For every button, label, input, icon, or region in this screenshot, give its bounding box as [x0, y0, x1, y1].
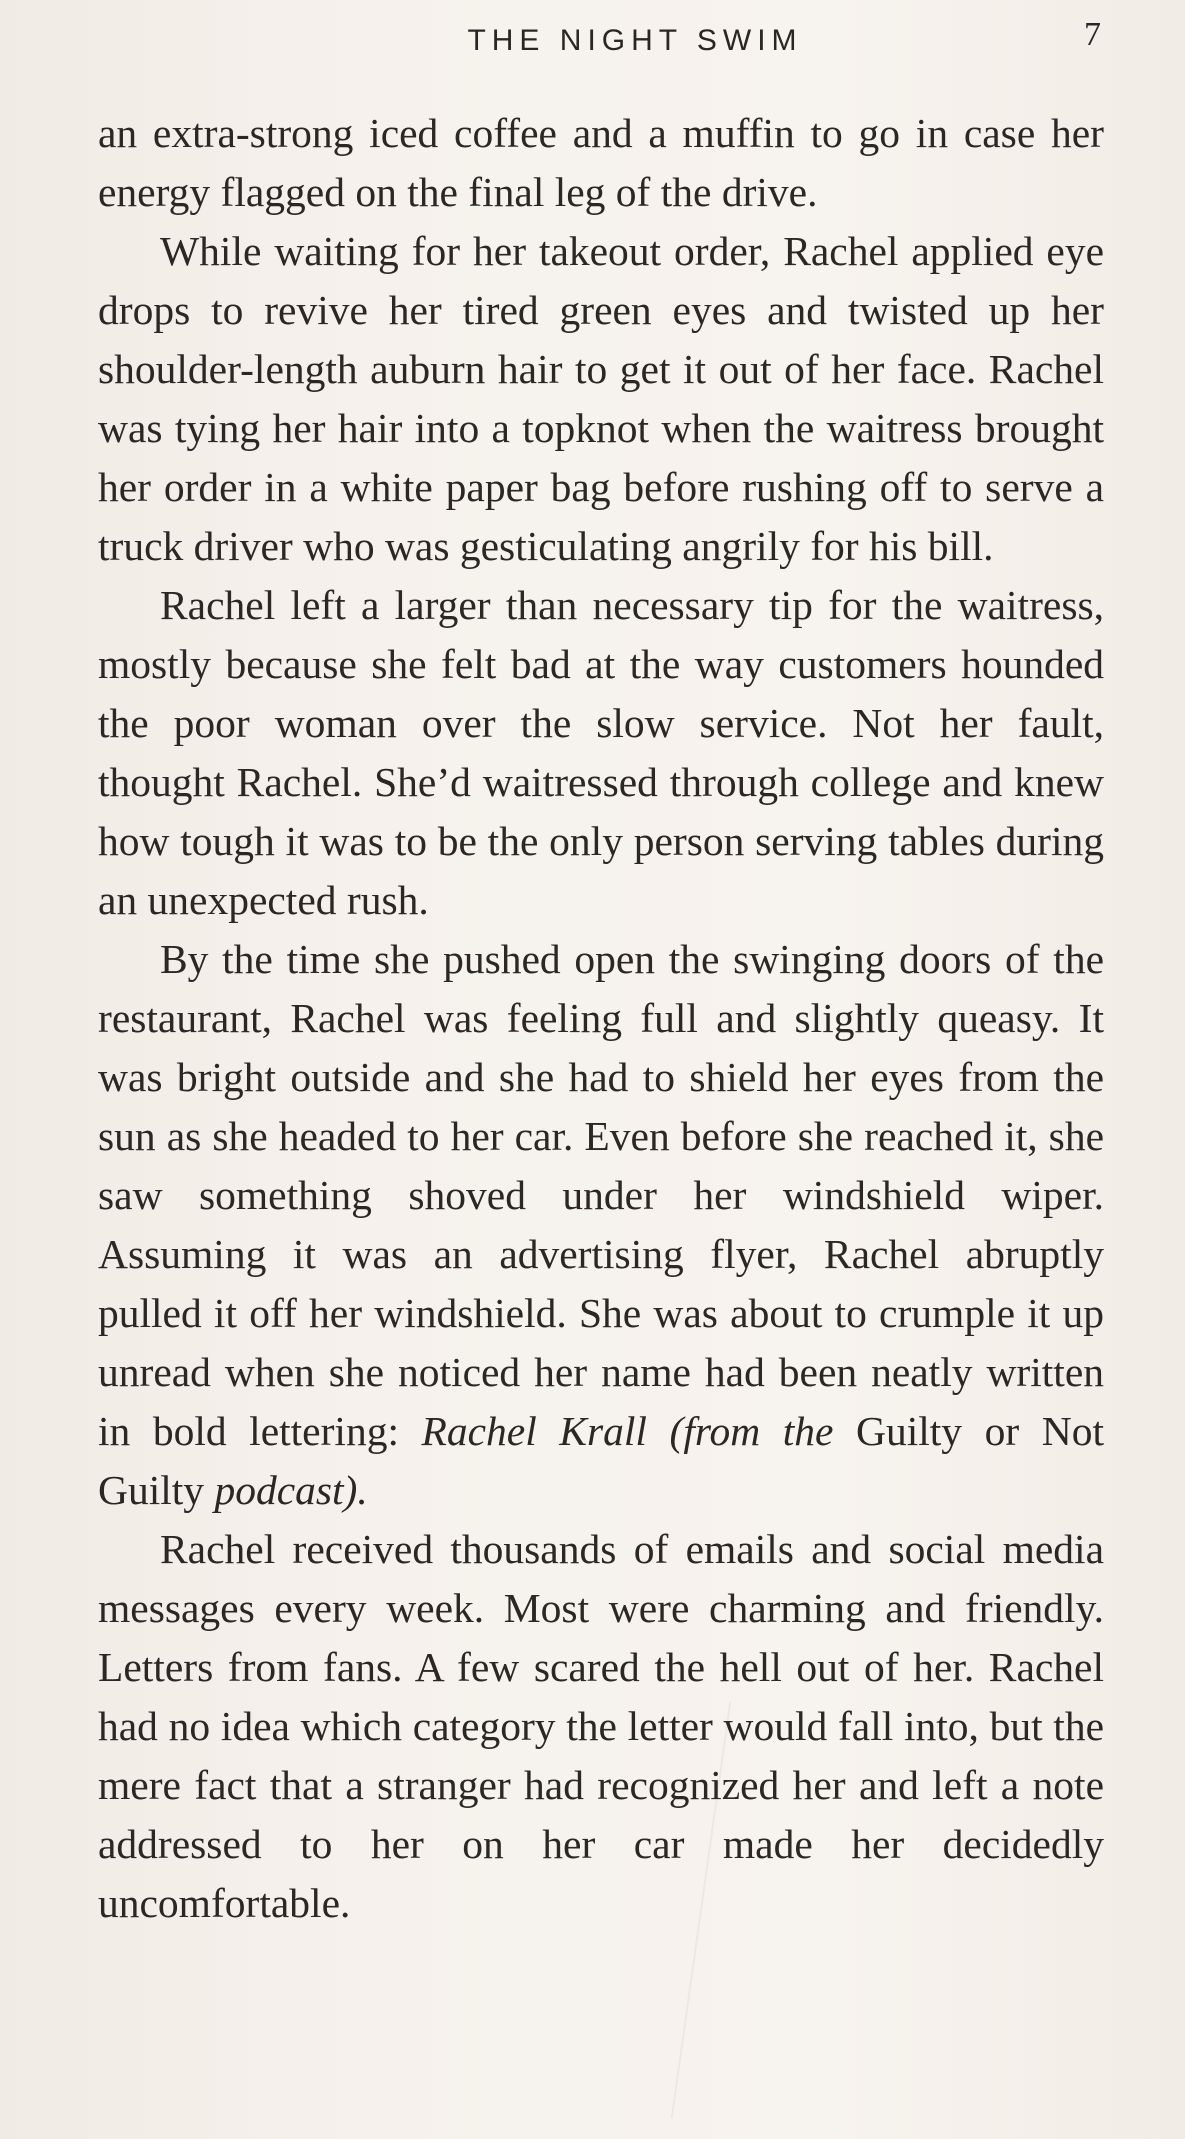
paragraph-4-italic-name: Rachel Krall (from the	[421, 1408, 834, 1454]
paragraph-4-main: By the time she pushed open the swinging doors of the restaurant, Rachel was feeling full and slightly queasy. It was bright outside and she had to shield her eyes from the sun as she headed to her car. Even before she reached it, she saw something shoved under her windshield wiper. Assuming it was an advertising flyer, Rachel abruptly pulled it off her windshield. She was about to crumple it up unread when she noticed her name had been neatly written in bold lettering:	[98, 936, 1104, 1454]
paragraph-4-podcast-title-2: Not Guilty	[98, 1408, 1104, 1513]
body-text	[98, 104, 1104, 1933]
paragraph-5: Rachel received thousands of emails and social media messages every week. Most were charming and friendly. Letters from fans. A few scared the hell out of her. Rachel had no idea which category the letter would fall into, but the mere fact that a stranger had recognized her and left a note addressed to her on her car made her decidedly uncomfortable.	[98, 1526, 1104, 1926]
paragraph-4-italic-podcast: podcast).	[204, 1467, 368, 1513]
paragraph-2: While waiting for her takeout order, Rachel applied eye drops to revive her tired green eyes and twisted up her shoulder-length auburn hair to get it out of her face. Rachel was tying her hair into a topknot when the waitress brought her order in a white paper bag before rushing off to serve a truck driver who was gesticulating angrily for his bill.	[98, 228, 1104, 569]
page-header	[0, 16, 1185, 66]
page-number: 7	[1084, 16, 1101, 53]
paragraph-4-podcast-title-1: Guilty	[833, 1408, 963, 1454]
paragraph-4-podcast-title-or: or	[962, 1408, 1042, 1454]
running-title: THE NIGHT SWIM	[467, 24, 803, 57]
paragraph-1: an extra-strong iced coffee and a muffin to go in case her energy flagged on the final leg of the drive.	[98, 110, 1104, 215]
paragraph-3: Rachel left a larger than necessary tip for the waitress, mostly because she felt bad at the way customers hounded the poor woman over the slow service. Not her fault, thought Rachel. She’d waitressed through college and knew how tough it was to be the only person serving tables during an unexpected rush.	[98, 582, 1104, 923]
paragraph-4	[98, 930, 1104, 1520]
